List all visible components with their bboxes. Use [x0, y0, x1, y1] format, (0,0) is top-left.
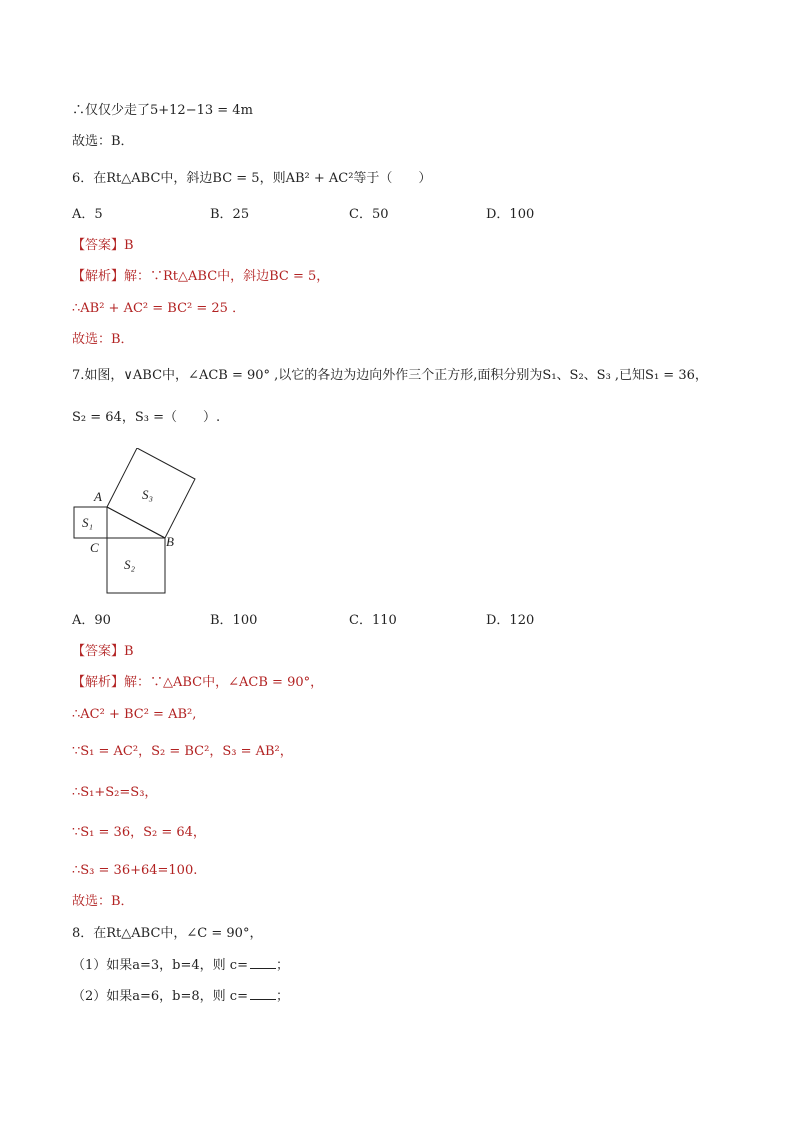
q7-step-5: ∴S₃ = 36+64=100.	[72, 863, 198, 878]
line-choose-b: 故选：B．	[72, 134, 134, 149]
label-b: B	[166, 534, 174, 549]
q8-part-1-blank[interactable]	[250, 956, 276, 969]
q8-part-1-end: ；	[275, 958, 289, 973]
question-8: 8．在Rt△ABC中，∠C = 90°，	[72, 926, 263, 941]
q8-part-2-end: ；	[275, 989, 289, 1004]
q7-option-c: C．110	[349, 613, 397, 628]
q7-step-2: ∵S₁ = AC²，S₂ = BC²，S₃ = AB²，	[72, 744, 293, 759]
q6-option-d: D．100	[486, 207, 535, 222]
square-s2	[107, 538, 165, 593]
q6-step: ∴AB² + AC² = BC² = 25 ．	[72, 301, 246, 316]
q8-part-2	[72, 987, 289, 1006]
q7-choose: 故选：B．	[72, 894, 134, 909]
q8-part-1-text: （1）如果a=3，b=4，则 c=	[72, 958, 248, 973]
q6-answer: 【答案】B	[72, 238, 134, 253]
q8-part-2-blank[interactable]	[250, 987, 276, 1000]
q7-answer: 【答案】B	[72, 644, 134, 659]
question-6: 6．在Rt△ABC中，斜边BC = 5，则AB² + AC²等于（ ）	[72, 171, 432, 186]
q7-option-a: A．90	[72, 613, 111, 628]
q7-step-1: ∴AC² + BC² = AB²,	[72, 707, 197, 722]
triangle-hypotenuse	[107, 507, 165, 538]
q7-step-3: ∴S₁+S₂=S₃，	[72, 785, 158, 800]
q6-choose: 故选：B．	[72, 332, 134, 347]
line-conclusion: ∴仅仅少走了5+12−13 = 4m	[72, 103, 253, 118]
q6-option-c: C．50	[349, 207, 389, 222]
q8-part-2-text: （2）如果a=6，b=8，则 c=	[72, 989, 248, 1004]
q7-option-b: B．100	[210, 613, 258, 628]
q7-option-d: D．120	[486, 613, 535, 628]
q6-option-b: B．25	[210, 207, 250, 222]
question-7: 7.如图，∨ABC中，∠ACB = 90° ,以它的各边为边向外作三个正方形,面积分别为S₁、S₂、S₃ ,已知S₁ = 36，	[72, 368, 708, 383]
q6-analysis: 【解析】解：∵Rt△ABC中，斜边BC = 5，	[72, 269, 330, 284]
q6-option-a: A．5	[72, 207, 103, 222]
label-s1: S₁	[82, 515, 94, 530]
q7-analysis: 【解析】解：∵△ABC中，∠ACB = 90°，	[72, 675, 324, 690]
q8-part-1	[72, 956, 289, 975]
label-s3: S₃	[142, 487, 154, 502]
label-s2: S₂	[124, 557, 136, 572]
question-7-cont: S₂ = 64，S₃ =（ ）.	[72, 410, 221, 425]
q7-step-4: ∵S₁ = 36，S₂ = 64，	[72, 825, 206, 840]
label-c: C	[90, 540, 99, 555]
pythagoras-figure	[70, 448, 200, 596]
label-a: A	[94, 489, 102, 504]
